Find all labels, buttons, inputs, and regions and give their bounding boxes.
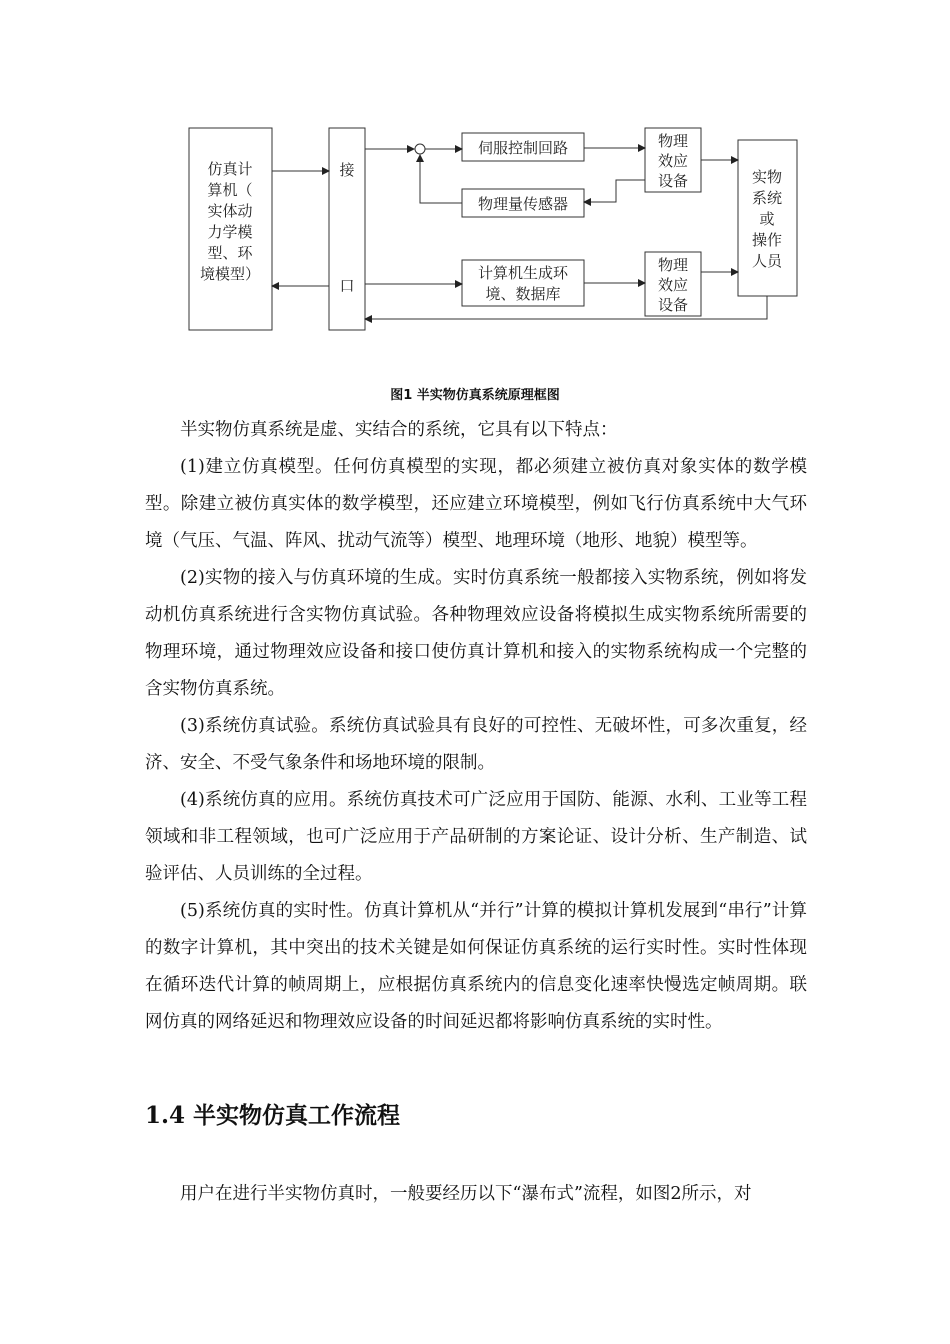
paragraph: (4)系统仿真的应用。系统仿真技术可广泛应用于国防、能源、水利、工业等工程领域和非工程领域，也可广泛应用于产品研制的方案论证、设计分析、生产制造、试验评估、人员训练的全过程。	[145, 790, 807, 884]
env-gen-line: 境、数据库	[485, 285, 561, 303]
paragraph: 用户在进行半实物仿真时，一般要经历以下“瀑布式”流程，如图2所示，对	[180, 1184, 752, 1204]
physical-line: 人员	[751, 252, 783, 270]
sensor-label: 物理量传感器	[477, 195, 569, 213]
summing-junction	[415, 144, 425, 154]
sim-computer-line: 实体动	[207, 202, 253, 220]
physical-line: 实物	[751, 168, 783, 186]
servo-label: 伺服控制回路	[477, 139, 569, 157]
physical-line: 操作	[751, 231, 783, 249]
paragraph: (3)系统仿真试验。系统仿真试验具有良好的可控性、无破坏性，可多次重复，经济、安全、不受气象条件和场地环境的限制。	[145, 716, 807, 773]
sim-computer-line: 仿真计	[207, 160, 253, 178]
figure-1-block-diagram	[0, 0, 950, 380]
section-heading: 1.4 半实物仿真工作流程	[145, 1102, 401, 1129]
figure-caption: 图1 半实物仿真系统原理框图	[390, 388, 560, 403]
paragraph: (5)系统仿真的实时性。仿真计算机从“并行”计算的模拟计算机发展到“串行”计算的数字计算机，其中突出的技术关键是如何保证仿真系统的运行实时性。实时性体现在循环迭代计算的帧周期上，应根据仿真系统内的信息变化速率快慢选定帧周期。联网仿真的网络延迟和物理效应设备的时间延迟都将影响仿真系统的实时性。	[145, 901, 807, 1032]
interface-label-bottom: 口	[339, 277, 355, 295]
sim-computer-line: 算机（	[207, 181, 253, 199]
effect2-line: 物理	[657, 256, 689, 274]
env-gen-line: 计算机生成环	[477, 264, 569, 282]
paragraph: (1)建立仿真模型。任何仿真模型的实现，都必须建立被仿真对象实体的数学模型。除建立被仿真实体的数学模型，还应建立环境模型，例如飞行仿真系统中大气环境（气压、气温、阵风、扰动气流等）模型、地理环境（地形、地貌）模型等。	[145, 457, 807, 551]
interface-box	[329, 128, 365, 330]
sim-computer-line: 型、环	[207, 244, 253, 262]
sim-computer-line: 境模型）	[199, 265, 261, 283]
physical-line: 系统	[751, 189, 783, 207]
paragraph: 半实物仿真系统是虚、实结合的系统，它具有以下特点：	[180, 420, 618, 440]
interface-label-top: 接	[339, 161, 355, 179]
paragraph: (2)实物的接入与仿真环境的生成。实时仿真系统一般都接入实物系统，例如将发动机仿真系统进行含实物仿真试验。各种物理效应设备将模拟生成实物系统所需要的物理环境，通过物理效应设备和接口使仿真计算机和接入的实物系统构成一个完整的含实物仿真系统。	[145, 568, 807, 699]
effect2-line: 设备	[657, 296, 689, 314]
effect1-line: 效应	[657, 152, 689, 170]
body-text	[145, 412, 807, 1041]
effect1-line: 物理	[657, 132, 689, 150]
physical-line: 或	[759, 210, 775, 228]
effect1-line: 设备	[657, 172, 689, 190]
sim-computer-line: 力学模	[207, 223, 253, 241]
effect2-line: 效应	[657, 276, 689, 294]
